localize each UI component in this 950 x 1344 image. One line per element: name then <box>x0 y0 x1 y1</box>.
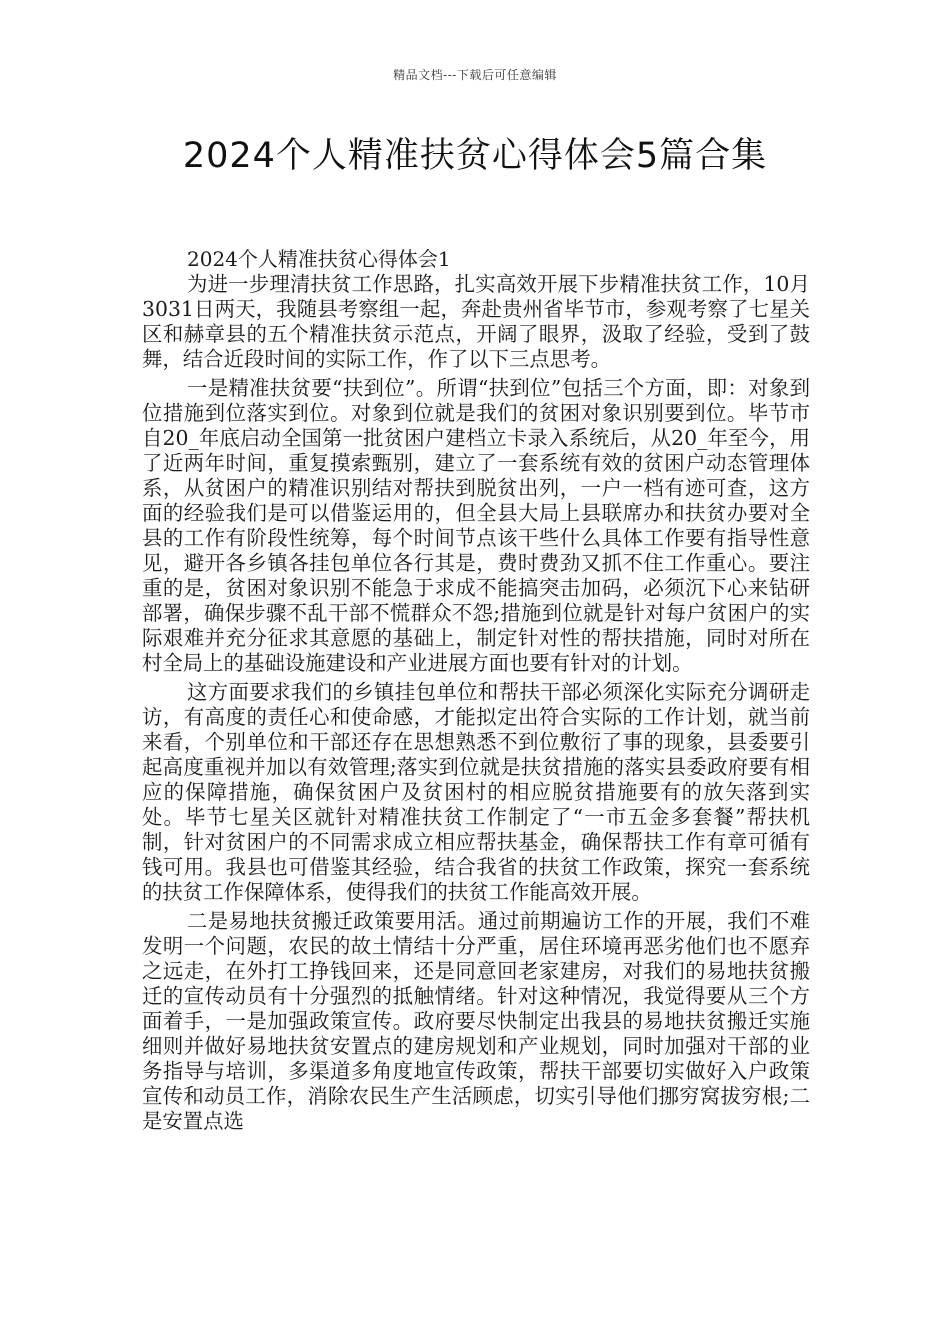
document-body <box>142 247 810 1134</box>
body-paragraph-1: 为进一步理清扶贫工作思路，扎实高效开展下步精准扶贫工作，10月3031日两天，我随县考察组一起，奔赴贵州省毕节市，参观考察了七星关区和赫章县的五个精准扶贫示范点，开阔了眼界，汲取了经验，受到了鼓舞，结合近段时间的实际工作，作了以下三点思考。 <box>142 272 810 371</box>
section-title: 2024个人精准扶贫心得体会1 <box>187 247 451 271</box>
body-paragraph-3: 这方面要求我们的乡镇挂包单位和帮扶干部必须深化实际充分调研走访，有高度的责任心和使命感，才能拟定出符合实际的工作计划，就当前来看，个别单位和干部还存在思想熟悉不到位敷衍了事的现象，县委要引起高度重视并加以有效管理;落实到位就是扶贫措施的落实县委政府要有相应的保障措施，确保贫困户及贫困村的相应脱贫措施要有的放矢落到实处。毕节七星关区就针对精准扶贫工作制定了“一市五金多套餐”帮扶机制，针对贫困户的不同需求成立相应帮扶基金，确保帮扶工作有章可循有钱可用。我县也可借鉴其经验，结合我省的扶贫工作政策，探究一套系统的扶贫工作保障体系，使得我们的扶贫工作能高效开展。 <box>142 680 810 904</box>
body-paragraph-4: 二是易地扶贫搬迁政策要用活。通过前期遍访工作的开展，我们不难发明一个问题，农民的故土情结十分严重，居住环境再恶劣他们也不愿弃之远走，在外打工挣钱回来，还是同意回老家建房，对我们的易地扶贫搬迁的宣传动员有十分强烈的抵触情绪。针对这种情况，我觉得要从三个方面着手，一是加强政策宣传。政府要尽快制定出我县的易地扶贫搬迁实施细则并做好易地扶贫安置点的建房规划和产业规划，同时加强对干部的业务指导与培训，多渠道多角度地宣传政策，帮扶干部要切实做好入户政策宣传和动员工作，消除农民生产生活顾虑，切实引导他们挪穷窝拔穷根;二是安置点选 <box>142 909 810 1133</box>
document-title: 2024个人精准扶贫心得体会5篇合集 <box>182 136 768 176</box>
header-note: 精品文档---下载后可任意编辑 <box>393 68 557 82</box>
body-paragraph-2: 一是精准扶贫要“扶到位”。所谓“扶到位”包括三个方面，即：对象到位措施到位落实到位。对象到位就是我们的贫困对象识别要到位。毕节市自20_年底启动全国第一批贫困户建档立卡录入系统后，从20_年至今，用了近两年时间，重复摸索甄别，建立了一套系统有效的贫困户动态管理体系，从贫困户的精准识别结对帮扶到脱贫出列，一户一档有迹可查，这方面的经验我们是可以借鉴运用的，但全县大局上县联席办和扶贫办要对全县的工作有阶段性统筹，每个时间节点该干些什么具体工作要有指导性意见，避开各乡镇各挂包单位各行其是，费时费劲又抓不住工作重心。要注重的是，贫困对象识别不能急于求成不能搞突击加码，必须沉下心来钻研部署，确保步骤不乱干部不慌群众不怨;措施到位就是针对每户贫困户的实际艰难并充分征求其意愿的基础上，制定针对性的帮扶措施，同时对所在村全局上的基础设施建设和产业进展方面也要有针对的计划。 <box>142 376 810 675</box>
